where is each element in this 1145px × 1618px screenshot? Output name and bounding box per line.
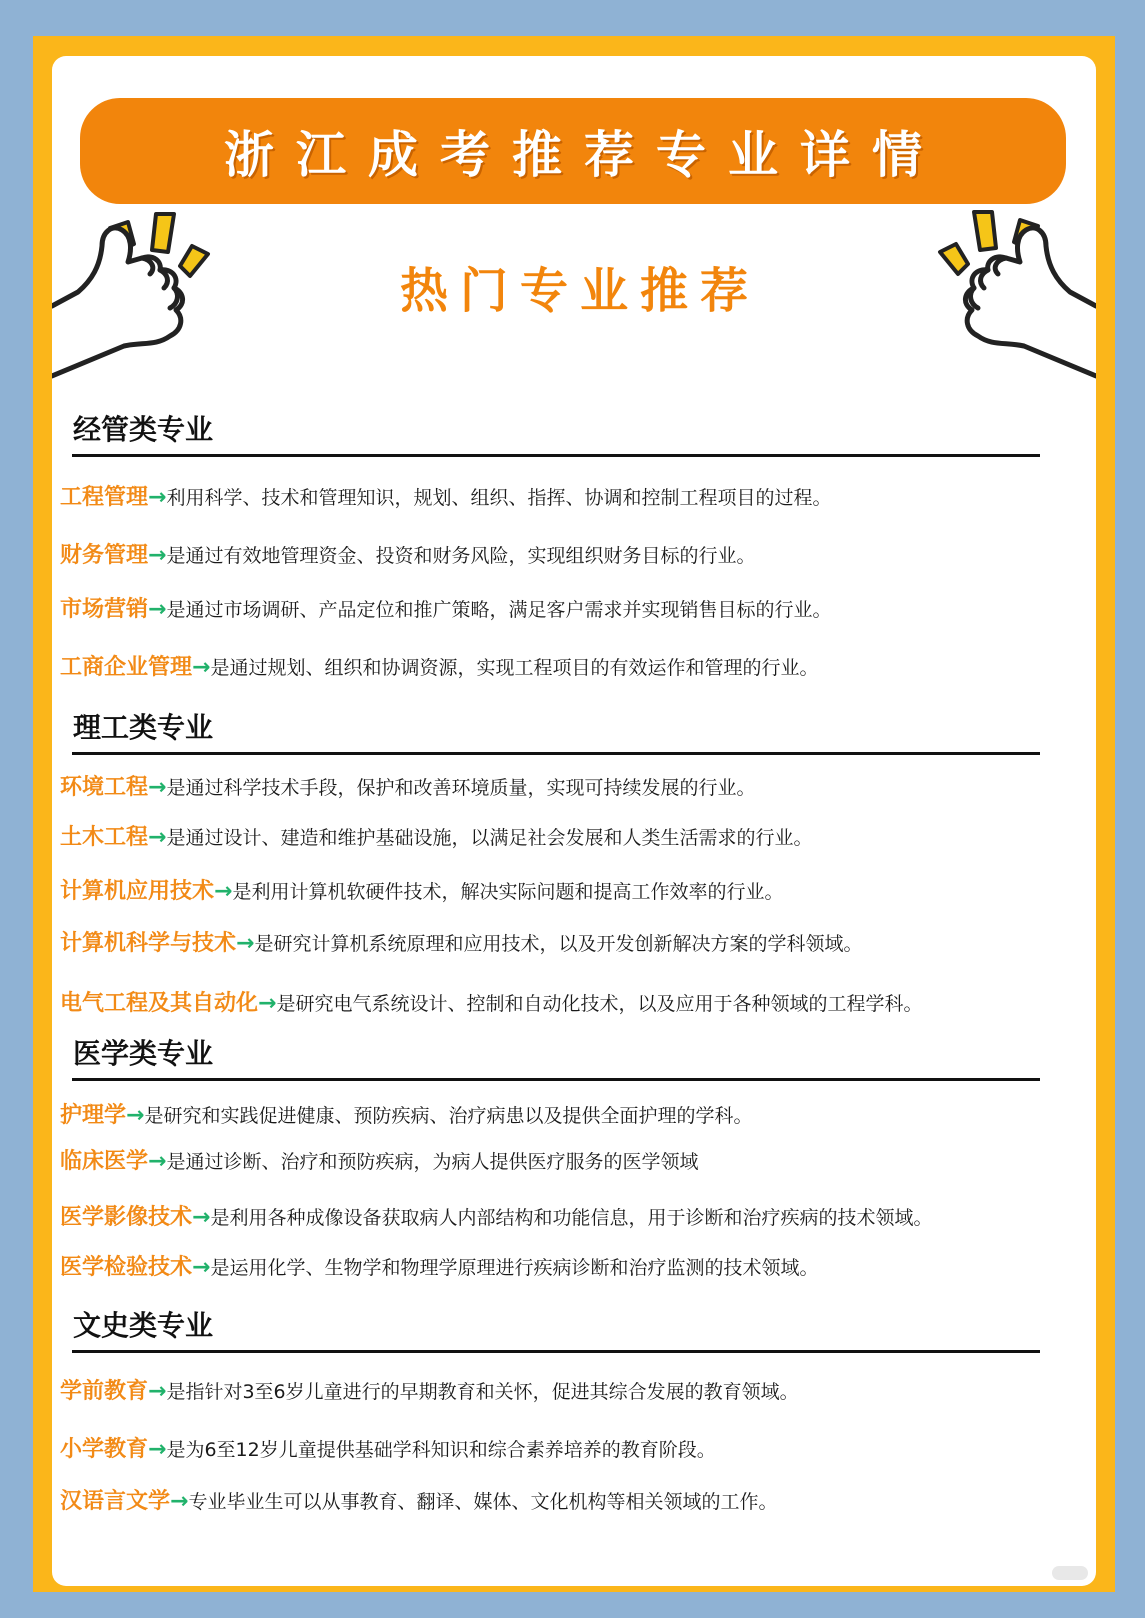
major-name: 计算机科学与技术 (60, 931, 237, 956)
page-title: 浙江成考推荐专业详情 (224, 126, 944, 184)
major-name: 医学影像技术 (60, 1205, 193, 1230)
section-title: 医学类专业 (73, 1037, 214, 1070)
major-name: 财务管理 (60, 543, 149, 568)
major-description: 是运用化学、生物学和物理学原理进行疾病诊断和治疗监测的技术领域。 (210, 1257, 819, 1279)
list-item (60, 1102, 752, 1130)
list-item (60, 1254, 818, 1282)
list-item (60, 824, 812, 852)
list-item (60, 484, 831, 512)
major-description: 是利用计算机软硬件技术，解决实际问题和提高工作效率的行业。 (232, 881, 784, 903)
major-name: 土木工程 (60, 825, 149, 850)
major-description: 是通过设计、建造和维护基础设施，以满足社会发展和人类生活需求的行业。 (166, 827, 813, 849)
arrow-icon: → (148, 825, 167, 850)
section-divider (72, 454, 1040, 457)
major-description: 是为6至12岁儿童提供基础学科知识和综合素养培养的教育阶段。 (166, 1439, 716, 1461)
major-description: 是研究电气系统设计、控制和自动化技术，以及应用于各种领域的工程学科。 (276, 993, 923, 1015)
major-description: 是通过科学技术手段，保护和改善环境质量，实现可持续发展的行业。 (166, 777, 756, 799)
list-item (60, 1204, 932, 1232)
major-description: 利用科学、技术和管理知识，规划、组织、指挥、协调和控制工程项目的过程。 (166, 487, 832, 509)
list-item (60, 542, 755, 570)
arrow-icon: → (148, 1149, 167, 1174)
major-name: 市场营销 (60, 597, 149, 622)
list-item (60, 654, 818, 682)
major-name: 学前教育 (60, 1379, 149, 1404)
major-name: 小学教育 (60, 1437, 149, 1462)
title-banner (80, 98, 1066, 204)
major-description: 是指针对3至6岁儿童进行的早期教育和关怀，促进其综合发展的教育领域。 (166, 1381, 799, 1403)
major-name: 医学检验技术 (60, 1255, 193, 1280)
section-divider (72, 1350, 1040, 1353)
arrow-icon: → (148, 485, 167, 510)
section-title: 经管类专业 (73, 413, 214, 446)
section-humanities (72, 1304, 1040, 1353)
list-item (60, 1436, 716, 1464)
major-description: 是通过诊断、治疗和预防疾病，为病人提供医疗服务的医学领域 (166, 1151, 699, 1173)
watermark-mark (1052, 1566, 1088, 1580)
arrow-icon: → (236, 931, 255, 956)
major-description: 是研究和实践促进健康、预防疾病、治疗病患以及提供全面护理的学科。 (144, 1105, 753, 1127)
arrow-icon: → (214, 879, 233, 904)
list-item (60, 774, 755, 802)
list-item (60, 1488, 777, 1516)
arrow-icon: → (148, 543, 167, 568)
major-name: 环境工程 (60, 775, 149, 800)
arrow-icon: → (148, 597, 167, 622)
section-management (72, 408, 1040, 457)
arrow-icon: → (170, 1489, 189, 1514)
major-description: 是研究计算机系统原理和应用技术，以及开发创新解决方案的学科领域。 (254, 933, 863, 955)
major-name: 护理学 (60, 1103, 127, 1128)
major-description: 专业毕业生可以从事教育、翻译、媒体、文化机构等相关领域的工作。 (188, 1491, 778, 1513)
section-medical (72, 1032, 1040, 1081)
major-name: 工程管理 (60, 485, 149, 510)
list-item (60, 878, 783, 906)
section-engineering (72, 706, 1040, 755)
list-item (60, 930, 862, 958)
arrow-icon: → (192, 1205, 211, 1230)
arrow-icon: → (192, 655, 211, 680)
major-description: 是通过有效地管理资金、投资和财务风险，实现组织财务目标的行业。 (166, 545, 756, 567)
list-item (60, 596, 831, 624)
list-item (60, 1148, 698, 1176)
arrow-icon: → (258, 991, 277, 1016)
major-description: 是利用各种成像设备获取病人内部结构和功能信息，用于诊断和治疗疾病的技术领域。 (210, 1207, 933, 1229)
section-title: 理工类专业 (73, 711, 214, 744)
section-title: 文史类专业 (73, 1309, 214, 1342)
major-description: 是通过市场调研、产品定位和推广策略，满足客户需求并实现销售目标的行业。 (166, 599, 832, 621)
arrow-icon: → (126, 1103, 145, 1128)
major-name: 电气工程及其自动化 (60, 991, 259, 1016)
major-name: 工商企业管理 (60, 655, 193, 680)
arrow-icon: → (148, 775, 167, 800)
list-item (60, 990, 922, 1018)
page-subtitle: 热门专业推荐 (399, 263, 760, 319)
arrow-icon: → (148, 1437, 167, 1462)
major-name: 汉语言文学 (60, 1489, 171, 1514)
section-divider (72, 1078, 1040, 1081)
major-description: 是通过规划、组织和协调资源，实现工程项目的有效运作和管理的行业。 (210, 657, 819, 679)
section-divider (72, 752, 1040, 755)
major-name: 临床医学 (60, 1149, 149, 1174)
arrow-icon: → (192, 1255, 211, 1280)
arrow-icon: → (148, 1379, 167, 1404)
list-item (60, 1378, 799, 1406)
content-card (52, 56, 1096, 1586)
major-name: 计算机应用技术 (60, 879, 215, 904)
